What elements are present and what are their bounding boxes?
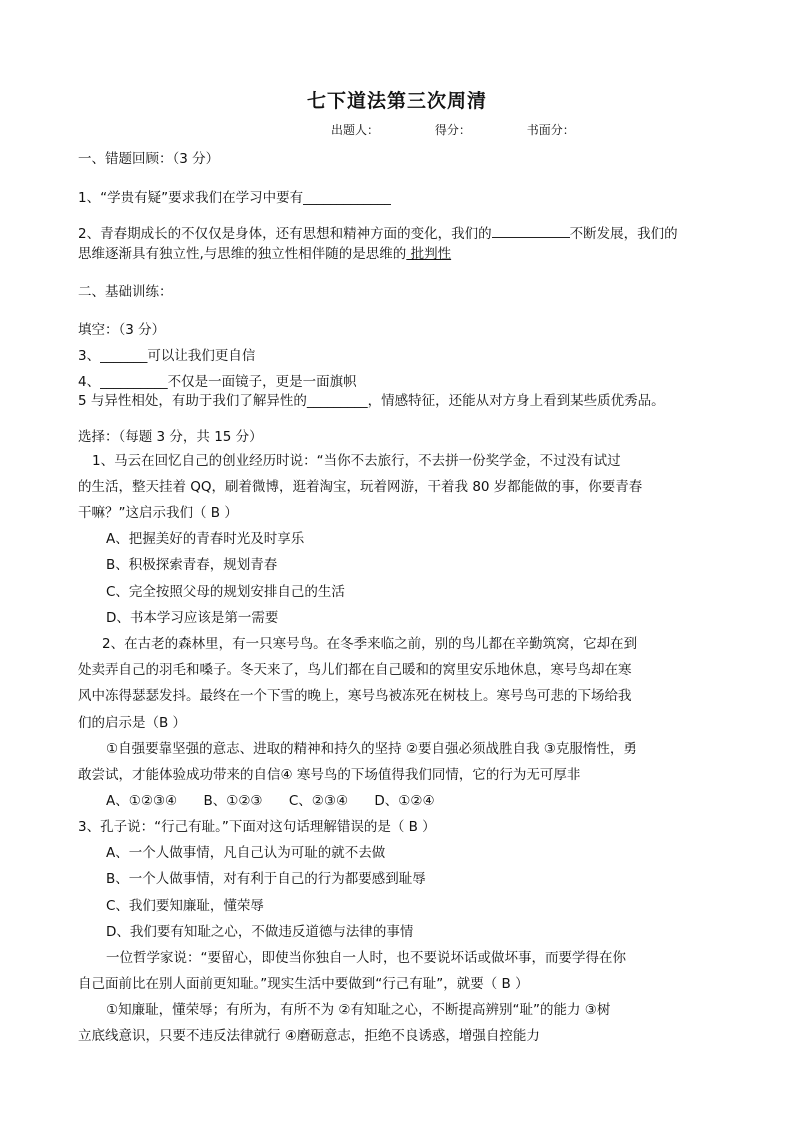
- review-question-1: 1、“学贵有疑”要求我们在学习中要有_____________: [78, 190, 391, 206]
- page-title: 七下道法第三次周清: [306, 90, 487, 112]
- choice-q1-line3: 干嘛？”这启示我们（ B ）: [78, 505, 238, 521]
- neatness-label: 书面分：: [526, 123, 575, 137]
- score-label: 得分：: [434, 123, 471, 137]
- option-d: D、①②④: [374, 793, 435, 809]
- fill-question-5: 5 与异性相处，有助于我们了解异性的_________，情感特征，还能从对方身上看到某些质优秀品。: [78, 393, 665, 409]
- choice-q1-option-b: B、积极探索青春，规划青春: [106, 557, 278, 573]
- choice-q4-line2: 自己面前比在别人面前更知耻。”现实生活中要做到“行己有耻”，就要（ B ）: [78, 976, 529, 992]
- choice-q2-line1: 2、在古老的森林里，有一只寒号鸟。在冬季来临之前，别的鸟儿都在辛勤筑窝，它却在到: [102, 636, 638, 652]
- choice-q1-option-a: A、把握美好的青春时光及时享乐: [106, 531, 305, 547]
- choice-q1-option-c: C、完全按照父母的规划安排自己的生活: [106, 584, 345, 600]
- setter-label: 出题人：: [331, 123, 380, 137]
- choice-q2-options: [106, 789, 457, 809]
- fill-question-4: 4、__________不仅是一面镜子，更是一面旗帜: [78, 374, 357, 390]
- q2-text-c: 思维逐渐具有独立性,与思维的独立性相伴随的是思维的: [78, 246, 407, 262]
- section1-heading: 一、错题回顾：（3 分）: [78, 151, 220, 167]
- fill-heading: 填空：（3 分）: [78, 322, 166, 338]
- option-c: C、②③④: [288, 793, 349, 809]
- choice-q1-line1: 1、马云在回忆自己的创业经历时说：“当你不去旅行，不去拼一份奖学金，不过没有试过: [92, 453, 621, 469]
- choice-q2-line2: 处卖弄自己的羽毛和嗓子。冬天来了，鸟儿们都在自己暖和的窝里安乐地休息，寒号鸟却在寒: [78, 662, 632, 678]
- review-question-2-line2: [78, 242, 451, 262]
- choice-q1-line2: 的生活，整天挂着 QQ，刷着微博，逛着淘宝，玩着网游，干着我 80 岁都能做的事，你要青春: [78, 479, 643, 495]
- choice-q3-line1: 3、孔子说：“行己有耻。”下面对这句话理解错误的是（ B ）: [78, 819, 436, 835]
- option-b: B、①②③: [203, 793, 263, 809]
- q2-text-b: 不断发展，我们的: [569, 226, 678, 242]
- choice-q2-line4: 们的启示是（B ）: [78, 715, 187, 731]
- choice-q3-option-a: A、一个人做事情，凡自己认为可耻的就不去做: [106, 845, 386, 861]
- answer-blank: [492, 223, 570, 238]
- section2-heading: 二、基础训练：: [78, 284, 173, 300]
- choice-q2-statements-1: ①自强要靠坚强的意志、进取的精神和持久的坚持 ②要自强必须战胜自我 ③克服惰性，勇: [106, 741, 637, 757]
- choice-q1-option-d: D、书本学习应该是第一需要: [106, 610, 279, 626]
- choice-heading: 选择：（每题 3 分，共 15 分）: [78, 429, 263, 445]
- choice-q4-line1: 一位哲学家说：“要留心，即使当你独自一人时，也不要说坏话或做坏事，而要学得在你: [106, 950, 626, 966]
- choice-q2-statements-2: 敢尝试，才能体验成功带来的自信④ 寒号鸟的下场值得我们同情，它的行为无可厚非: [78, 767, 581, 783]
- review-question-2-line1: [78, 222, 678, 242]
- choice-q3-option-c: C、我们要知廉耻，懂荣辱: [106, 898, 264, 914]
- choice-q4-statements-2: 立底线意识，只要不违反法律就行 ④磨砺意志，拒绝不良诱惑，增强自控能力: [78, 1028, 540, 1044]
- option-a: A、①②③④: [106, 793, 178, 809]
- exam-meta: [331, 121, 627, 138]
- choice-q3-option-d: D、我们要有知耻之心，不做违反道德与法律的事情: [106, 924, 414, 940]
- choice-q2-line3: 风中冻得瑟瑟发抖。最终在一个下雪的晚上，寒号鸟被冻死在树枝上。寒号鸟可悲的下场给我: [78, 688, 632, 704]
- q2-text-a: 2、青春期成长的不仅仅是身体，还有思想和精神方面的变化，我们的: [78, 226, 492, 242]
- choice-q4-statements-1: ①知廉耻，懂荣辱；有所为，有所不为 ②有知耻之心，不断提高辨别“耻”的能力 ③树: [106, 1002, 611, 1018]
- fill-question-3: 3、_______可以让我们更自信: [78, 348, 256, 364]
- choice-q3-option-b: B、一个人做事情，对有利于自己的行为都要感到耻辱: [106, 871, 426, 887]
- q2-answer: 批判性: [406, 246, 452, 262]
